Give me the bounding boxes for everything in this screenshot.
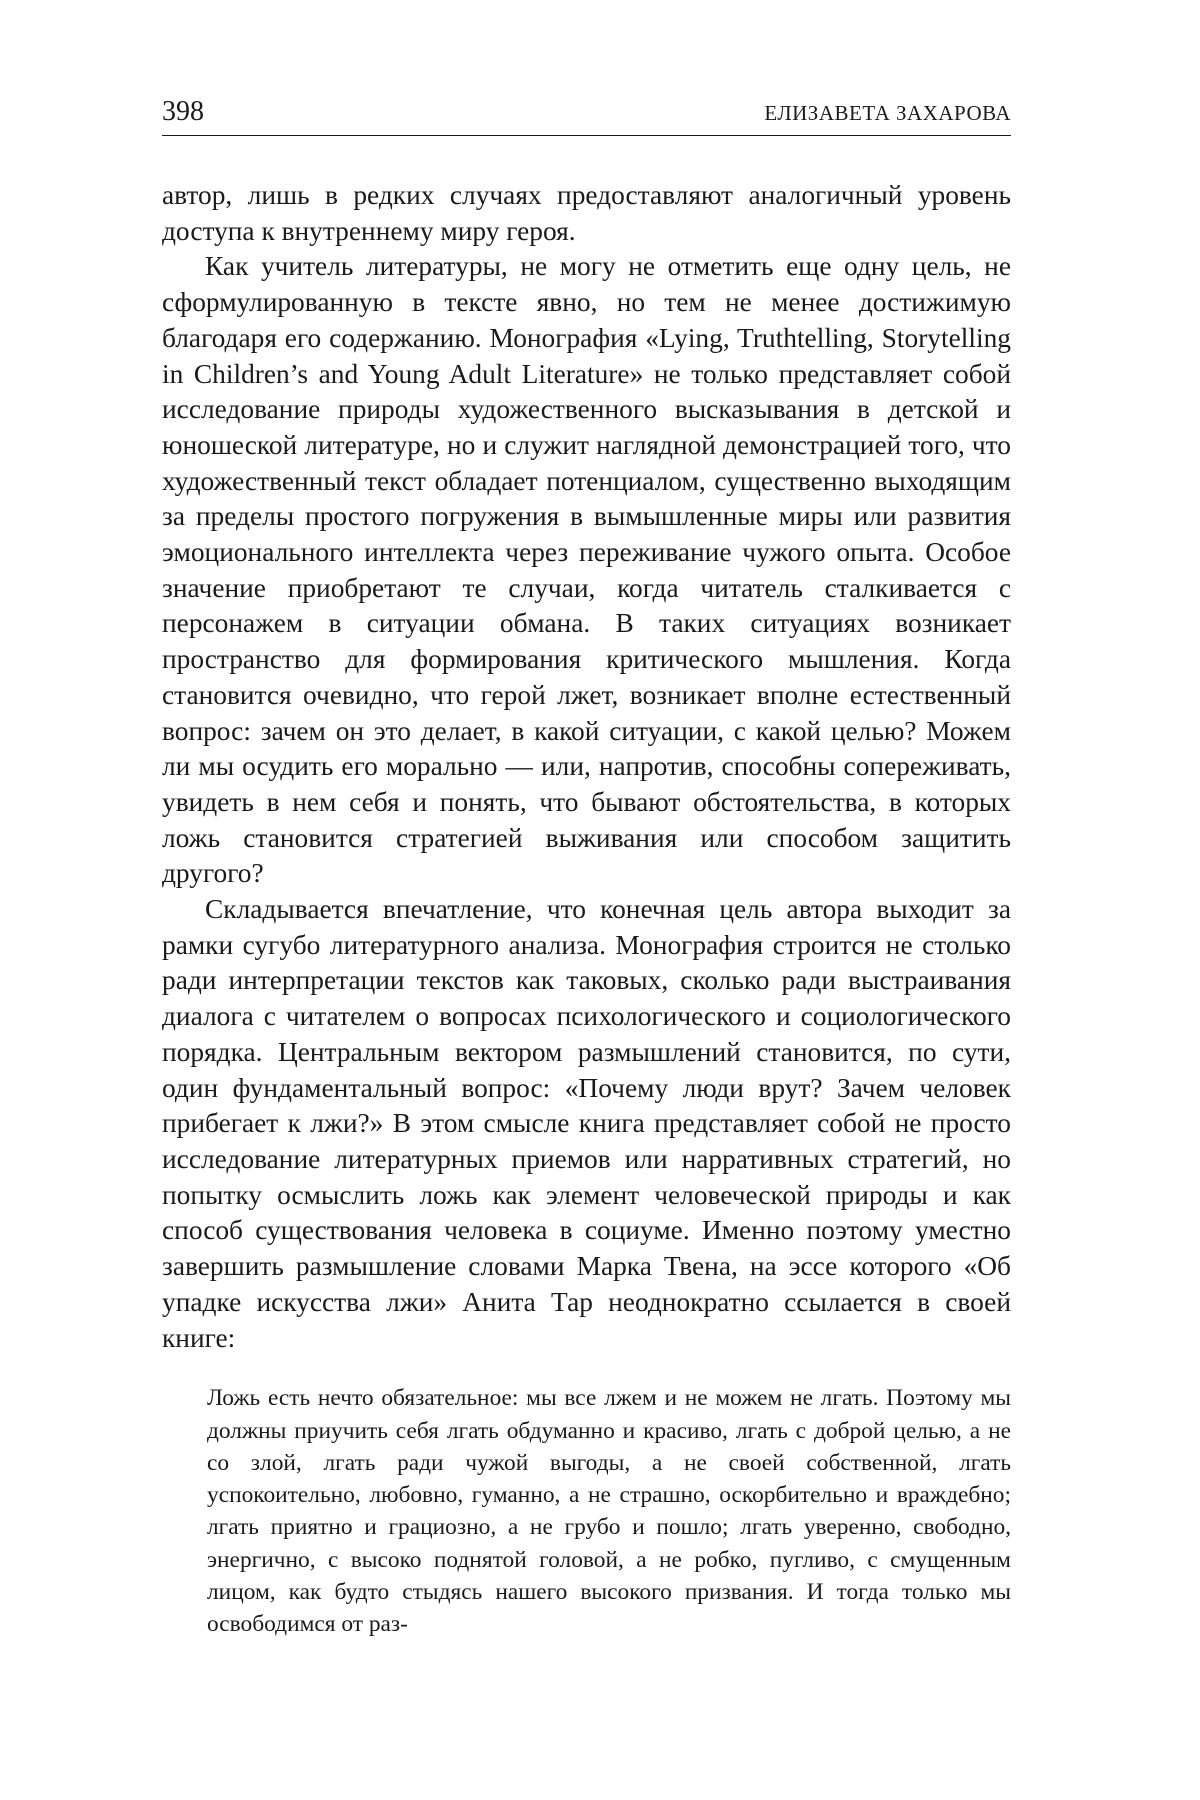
block-quote: Ложь есть нечто обязательное: мы все лжем и не можем не лгать. Поэтому мы должны приучить себя лгать обдуманно и красиво, лгать с доброй целью, а не со злой, лгать ради чужой выгоды, а не своей собственной, лгать успокоительно, любовно, гуманно, а не страшно, оскорбительно и враждебно; лгать приятно и грациозно, а не грубо и пошло; лгать уверенно, свободно, энергично, с высоко поднятой головой, а не робко, пугливо, с смущенным лицом, как будто стыдясь нашего высокого призвания. И тогда только мы освободимся от раз- <box>207 1385 1011 1638</box>
paragraph: Как учитель литературы, не могу не отметить еще одну цель, не сформулированную в тексте явно, но тем не менее достижимую благодаря его содержанию. Монография «Lying, Truthtelling, Storytelling in Children’s and Young Adult Literature» не только представляет собой исследование природы художественного высказывания в детской и юношеской литературе, но и служит наглядной демонстрацией того, что художественный текст обладает потенциалом, существенно выходящим за пределы простого погружения в вымышленные миры или развития эмоционального интеллекта через переживание чужого опыта. Особое значение приобретают те случаи, когда читатель сталкивается с персонажем в ситуации обмана. В таких ситуациях возникает пространство для формирования критического мышления. Когда становится очевидно, что герой лжет, возникает вполне естественный вопрос: зачем он это делает, в какой ситуации, с какой целью? Можем ли мы осудить его морально — или, напротив, способны сопереживать, увидеть в нем себя и понять, что бывают обстоятельства, в которых ложь становится стратегией выживания или способом защитить другого? <box>162 251 1011 889</box>
running-header <box>162 98 1011 136</box>
page-number: 398 <box>162 96 204 127</box>
book-page <box>162 98 1011 1641</box>
paragraph-continuation: автор, лишь в редких случаях предоставляют аналогичный уровень доступа к внутреннему миру героя. <box>162 180 1011 246</box>
paragraph: Складывается впечатление, что конечная цель автора выходит за рамки сугубо литературного анализа. Монография строится не столько ради интерпретации текстов как таковых, сколько ради выстраивания диалога с читателем о вопросах психологического и социологического порядка. Центральным вектором размышлений становится, по сути, один фундаментальный вопрос: «Почему люди врут? Зачем человек прибегает к лжи?» В этом смысле книга представляет собой не просто исследование литературных приемов или нарративных стратегий, но попытку осмыслить ложь как элемент человеческой природы и как способ существования человека в социуме. Именно поэтому уместно завершить размышление словами Марка Твена, на эссе которого «Об упадке искусства лжи» Анита Тар неоднократно ссылается в своей книге: <box>162 894 1011 1353</box>
running-head-author: ЕЛИЗАВЕТА ЗАХАРОВА <box>764 101 1011 125</box>
body-text <box>162 178 1011 1356</box>
